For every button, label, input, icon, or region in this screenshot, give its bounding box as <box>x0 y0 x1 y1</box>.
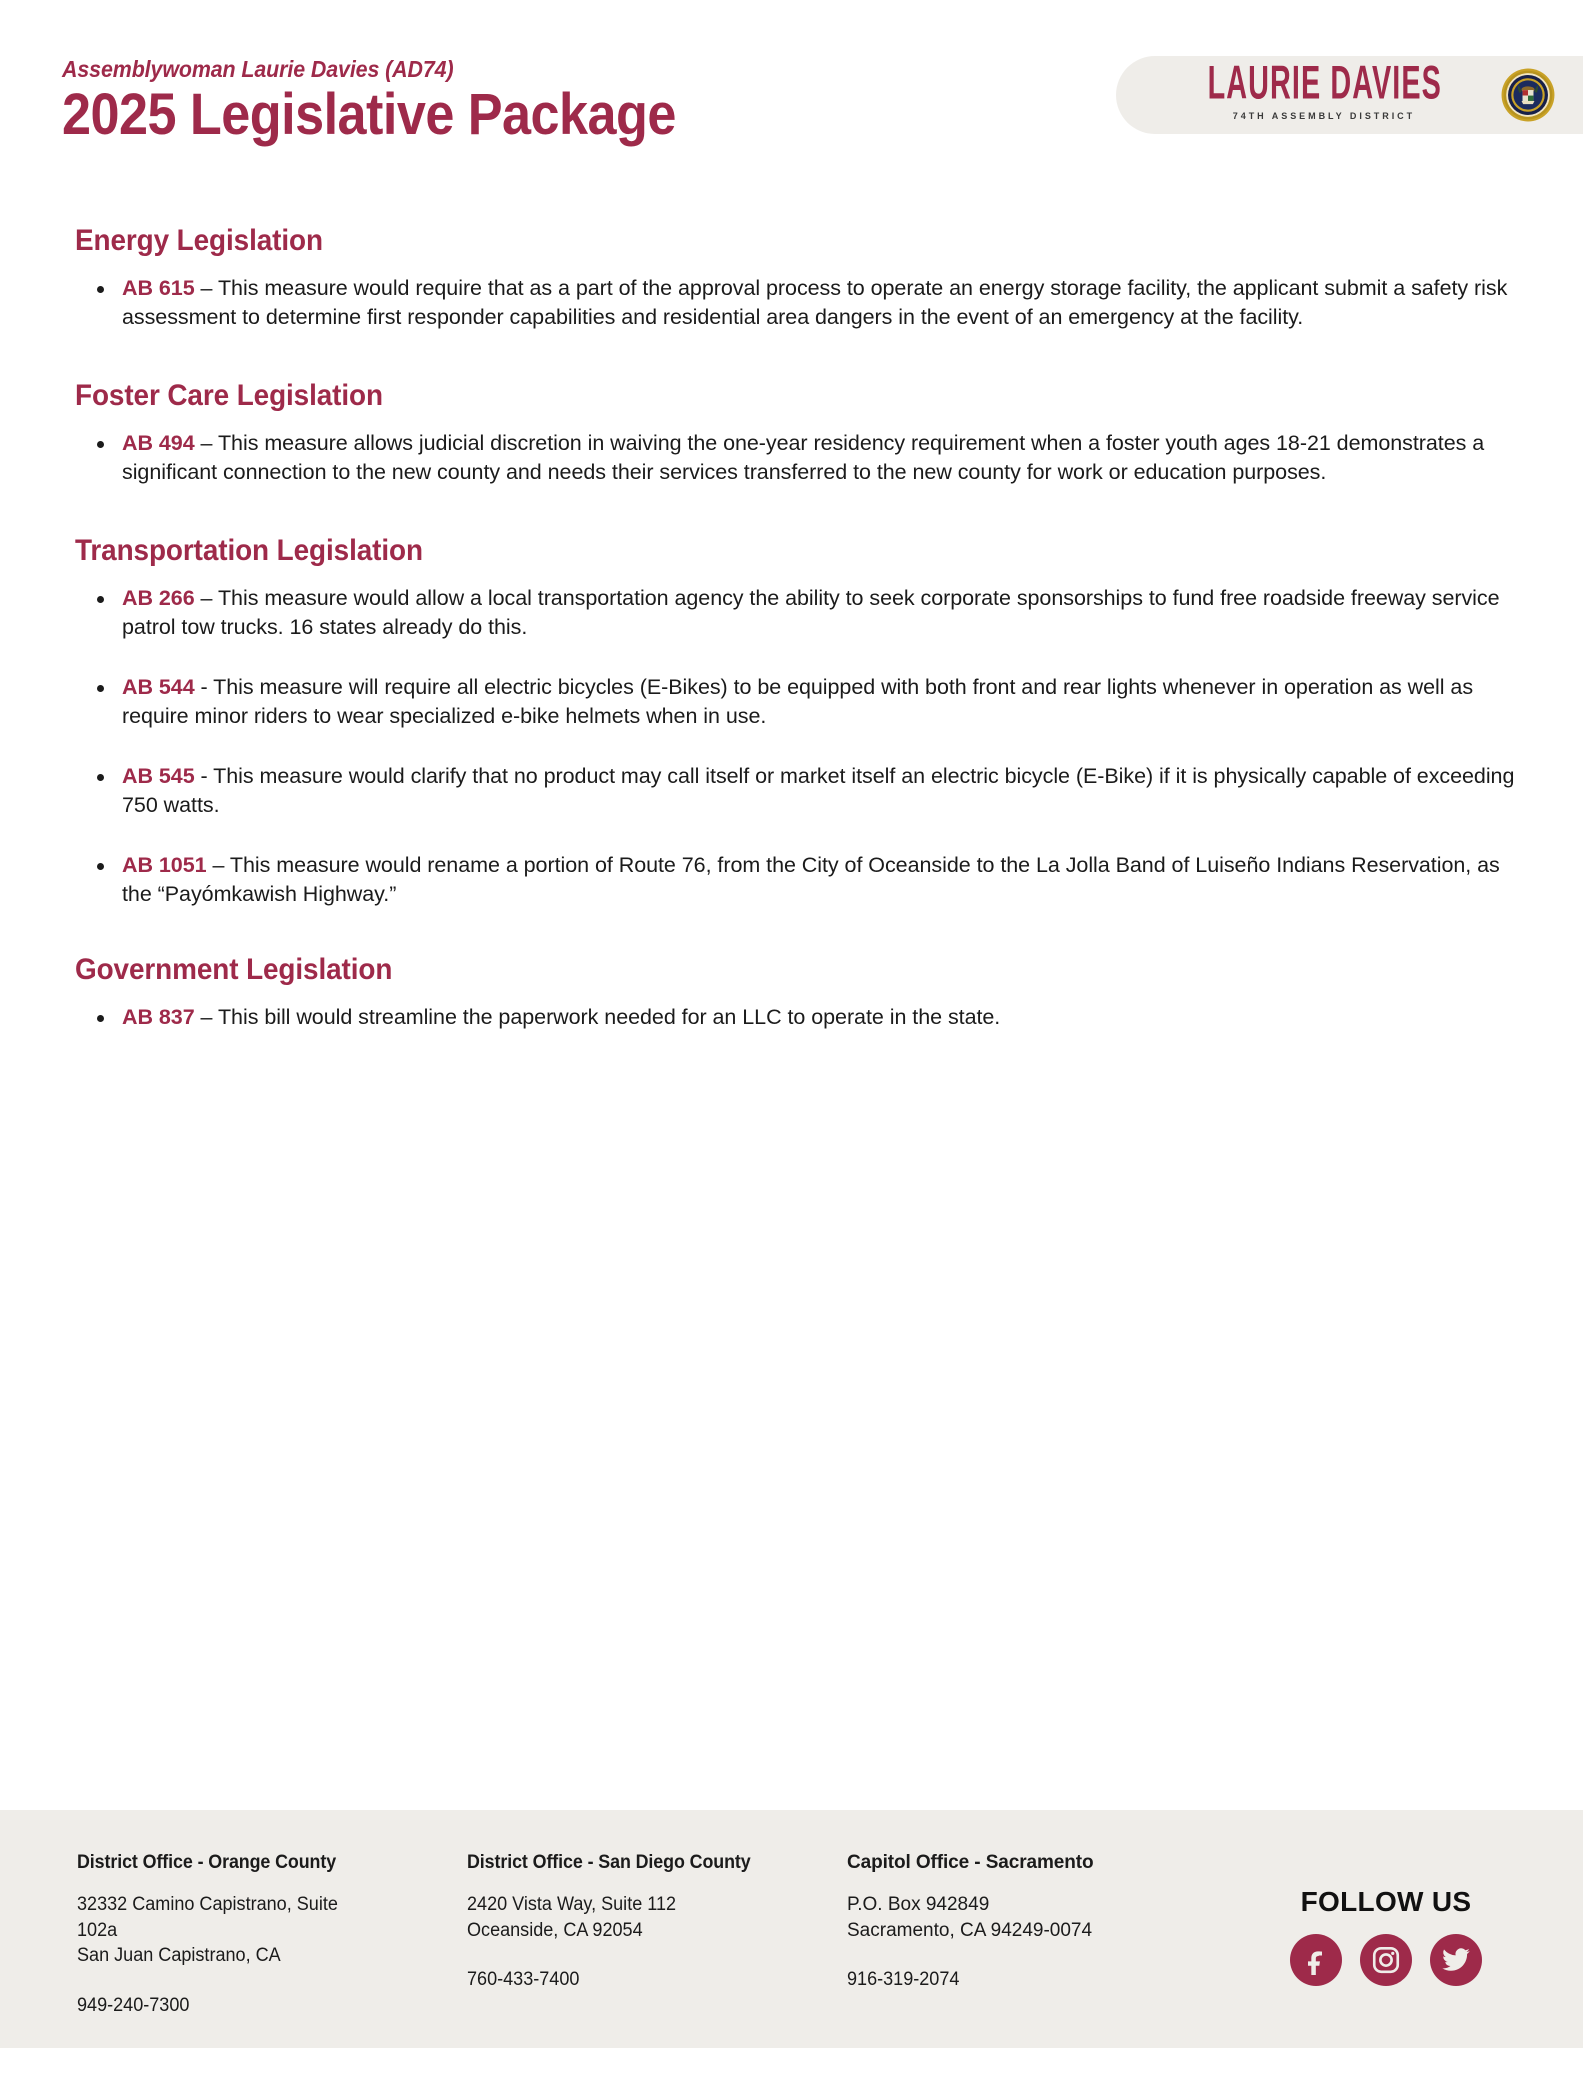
office-san-diego-county <box>467 1852 767 1991</box>
office-title: Capitol Office - Sacramento <box>847 1852 1094 1873</box>
bill-list <box>75 1003 1523 1032</box>
bill-item <box>75 1003 1522 1032</box>
social-links <box>1261 1934 1511 1986</box>
facebook-icon[interactable] <box>1290 1934 1342 1986</box>
laurie-davies-logo <box>1116 56 1583 134</box>
office-address <box>467 1892 752 1943</box>
office-address <box>77 1892 362 1969</box>
bill-list <box>75 274 1523 333</box>
page-footer <box>0 1810 1583 2048</box>
facebook-glyph <box>1301 1945 1331 1975</box>
section-heading: Energy Legislation <box>75 224 323 257</box>
instagram-glyph <box>1371 1945 1401 1975</box>
bill-description: – This measure allows judicial discretion in waiving the one-year residency requirement when a foster youth ages 18-21 demonstrates a significant connection to the new county and needs their services transferred to the new county for work or education purposes. <box>122 430 1485 485</box>
office-address-line1: 2420 Vista Way, Suite 112 <box>467 1894 677 1915</box>
follow-us-label: FOLLOW US <box>1300 1886 1472 1917</box>
bill-item <box>75 762 1522 821</box>
bill-description: – This measure would rename a portion of Route 76, from the City of Oceanside to the La Jolla Band of Luiseño Indians Reservation, as the “Payómkawish Highway.” <box>122 852 1500 906</box>
section-transportation-legislation <box>0 534 1583 910</box>
bill-number: AB 837 <box>122 1005 195 1030</box>
bill-item <box>75 673 1522 732</box>
office-address-line2: Oceanside, CA 92054 <box>467 1919 643 1941</box>
bill-number: AB 1051 <box>122 852 207 877</box>
bill-item <box>75 274 1522 333</box>
bill-description: – This bill would streamline the paperwork needed for an LLC to operate in the state. <box>194 1005 1001 1030</box>
office-address-line2: San Juan Capistrano, CA <box>77 1945 281 1967</box>
office-capitol-sacramento <box>847 1852 1167 1991</box>
twitter-icon[interactable] <box>1430 1934 1482 1986</box>
logo-subtitle-text: 74TH ASSEMBLY DISTRICT <box>1233 110 1416 122</box>
twitter-bird-glyph <box>1441 1945 1471 1975</box>
bill-description: - This measure would clarify that no product may call itself or market itself an electric bicycle (E-Bike) if it is physically capable of exceeding 750 watts. <box>122 763 1515 818</box>
office-title: District Office - Orange County <box>77 1852 337 1873</box>
office-address-line1: P.O. Box 942849 <box>847 1894 990 1915</box>
section-heading: Foster Care Legislation <box>75 378 383 412</box>
section-government-legislation <box>0 953 1583 1032</box>
page-header <box>0 0 1583 172</box>
bill-item <box>75 429 1522 488</box>
logo-wordmark <box>1162 56 1487 124</box>
office-address-line1: 32332 Camino Capistrano, Suite 102a <box>77 1894 338 1941</box>
section-energy-legislation <box>0 224 1583 333</box>
office-phone[interactable]: 916-319-2074 <box>847 1969 960 1991</box>
bill-description: - This measure will require all electric bicycles (E-Bikes) to be equipped with both front and rear lights whenever in operation as well as require minor riders to wear specialized e-bike helmets when in use. <box>122 674 1474 729</box>
bill-number: AB 615 <box>122 276 195 300</box>
bill-number: AB 266 <box>122 585 195 610</box>
bill-number: AB 545 <box>122 763 195 788</box>
bill-list <box>75 584 1523 910</box>
section-heading: Transportation Legislation <box>75 533 423 567</box>
bill-number: AB 494 <box>122 430 195 455</box>
office-phone[interactable]: 760-433-7400 <box>467 1969 580 1991</box>
bill-description: – This measure would allow a local transportation agency the ability to seek corporate sponsorships to fund free roadside freeway service patrol tow trucks. 16 states already do this. <box>122 585 1500 640</box>
section-foster-care-legislation <box>0 379 1583 488</box>
office-phone[interactable]: 949-240-7300 <box>77 1994 190 2016</box>
bill-description: – This measure would require that as a part of the approval process to operate an energy storage facility, the applicant submit a safety risk assessment to determine first responder capabilities and residential area dangers in the event of an emergency at the facility. <box>122 276 1508 330</box>
office-orange-county <box>77 1852 377 2017</box>
bill-item <box>75 851 1522 910</box>
california-state-assembly-seal-icon <box>1501 68 1555 122</box>
bill-list <box>75 429 1523 488</box>
logo-name-text: LAURIE DAVIES <box>1207 56 1442 109</box>
office-address-line2: Sacramento, CA 94249-0074 <box>847 1919 1093 1941</box>
follow-us-block <box>1261 1886 1511 1986</box>
section-heading: Government Legislation <box>75 953 393 987</box>
office-title: District Office - San Diego County <box>467 1852 751 1873</box>
bill-item <box>75 584 1522 643</box>
instagram-icon[interactable] <box>1360 1934 1412 1986</box>
legislation-content <box>0 172 1583 1033</box>
assemblymember-name: Assemblywoman Laurie Davies (AD74) <box>62 56 454 82</box>
header-title-block <box>62 56 744 146</box>
page-title: 2025 Legislative Package <box>62 82 676 147</box>
office-address <box>847 1892 1167 1943</box>
bill-number: AB 544 <box>122 674 195 699</box>
